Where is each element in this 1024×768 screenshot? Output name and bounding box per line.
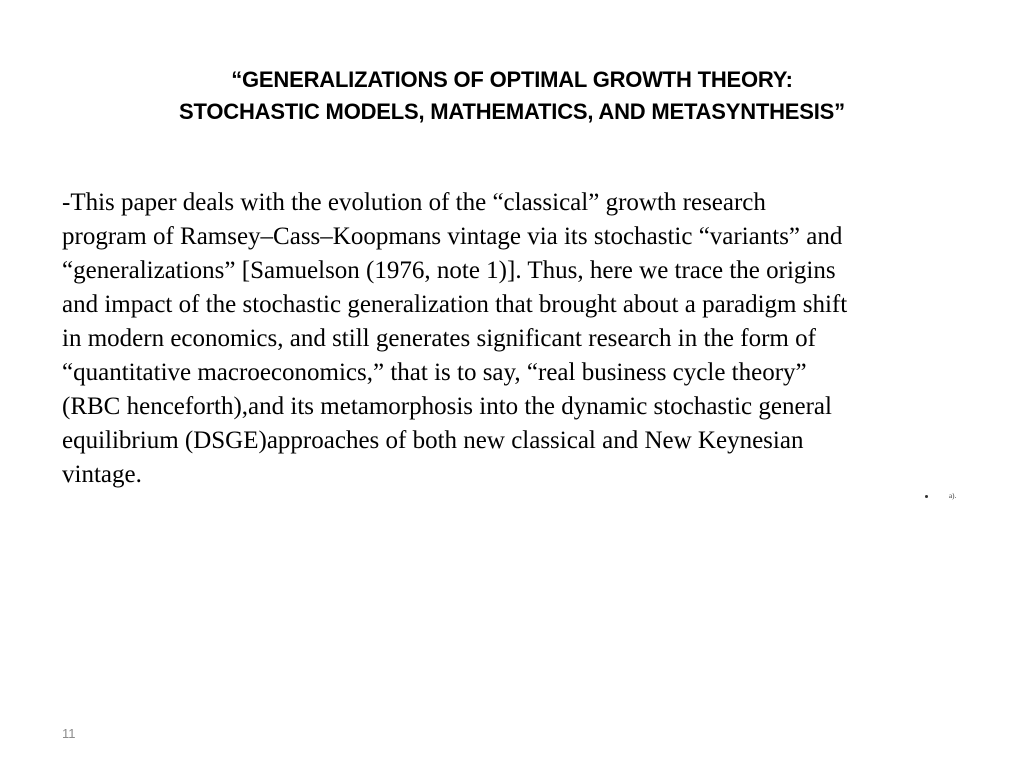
footnote-text: a). bbox=[949, 492, 957, 500]
body-line: program of Ramsey–Cass–Koopmans vintage via its stochastic “variants” and bbox=[62, 223, 843, 250]
body-line: equilibrium (DSGE)approaches of both new classical and New Keynesian bbox=[62, 427, 804, 454]
body-line: “generalizations” [Samuelson (1976, note 1)]. Thus, here we trace the origins bbox=[62, 257, 836, 284]
title-line-2: STOCHASTIC MODELS, MATHEMATICS, AND METASYNTHESIS” bbox=[179, 99, 845, 124]
body-line: and impact of the stochastic generalization that brought about a paradigm shift bbox=[62, 291, 848, 318]
body-line: -This paper deals with the evolution of the “classical” growth research bbox=[62, 189, 766, 216]
body-line: in modern economics, and still generates significant research in the form of bbox=[62, 325, 816, 352]
slide-number: 11 bbox=[62, 726, 76, 741]
body-line: (RBC henceforth),and its metamorphosis into the dynamic stochastic general bbox=[62, 393, 832, 420]
footnote bbox=[925, 492, 956, 500]
body-paragraph bbox=[62, 186, 967, 492]
bullet-icon bbox=[925, 495, 928, 498]
slide-title bbox=[60, 64, 964, 128]
title-line-1: “GENERALIZATIONS OF OPTIMAL GROWTH THEORY: bbox=[231, 67, 793, 92]
body-line: “quantitative macroeconomics,” that is to say, “real business cycle theory” bbox=[62, 359, 807, 386]
body-line: vintage. bbox=[62, 461, 142, 488]
